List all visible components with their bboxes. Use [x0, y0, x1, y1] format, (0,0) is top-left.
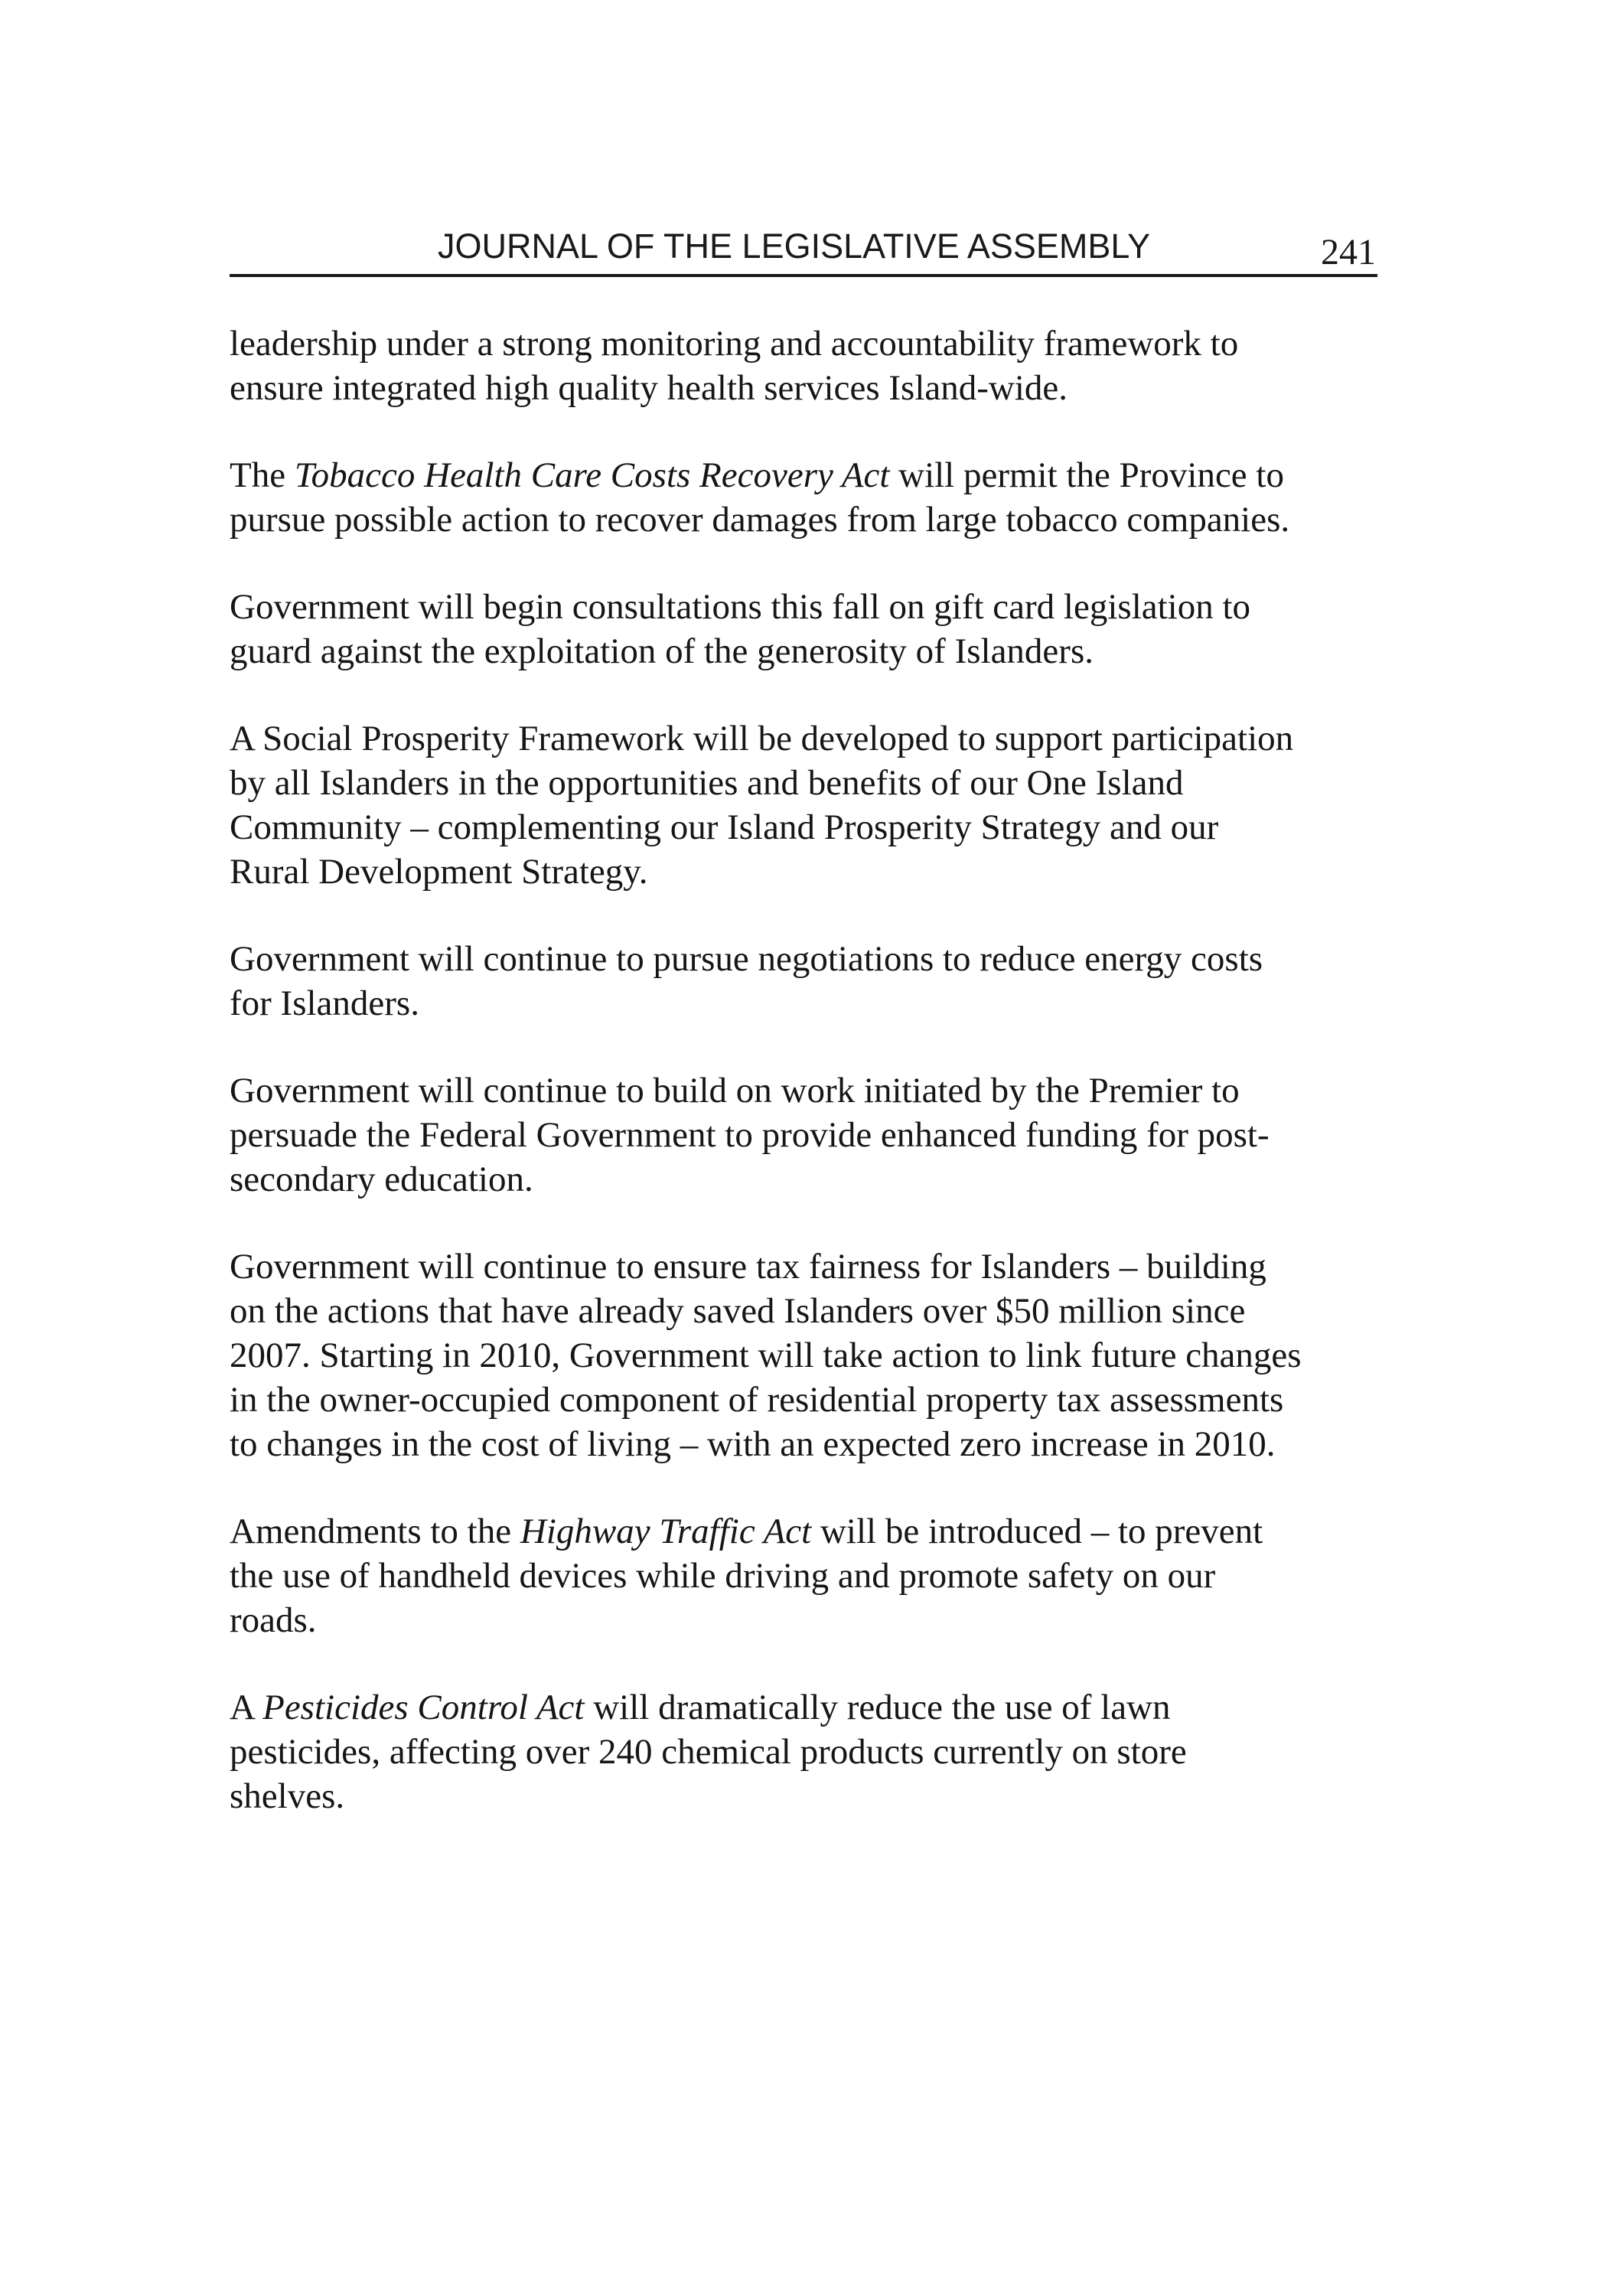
- text-line: [230, 1685, 1385, 1730]
- text-line: secondary education.: [230, 1159, 533, 1199]
- text-line: Community – complementing our Island Prosperity Strategy and our: [230, 807, 1219, 847]
- text-line: to changes in the cost of living – with an expected zero increase in 2010.: [230, 1424, 1276, 1464]
- text-run: Amendments to the: [230, 1512, 520, 1551]
- paragraph-highway-traffic: [230, 1509, 1385, 1642]
- text-line: A Social Prosperity Framework will be developed to support participation: [230, 719, 1294, 758]
- text-line: on the actions that have already saved Islanders over $50 million since: [230, 1291, 1246, 1331]
- paragraph-social-prosperity: [230, 716, 1385, 894]
- paragraph-post-secondary: [230, 1068, 1385, 1202]
- text-line: in the owner-occupied component of residential property tax assessments: [230, 1380, 1284, 1420]
- text-line: persuade the Federal Government to provide enhanced funding for post-: [230, 1115, 1270, 1155]
- act-title-pesticides: Pesticides Control Act: [262, 1688, 585, 1727]
- text-line: shelves.: [230, 1776, 345, 1816]
- text-line: Government will begin consultations this fall on gift card legislation to: [230, 587, 1251, 627]
- text-line: Rural Development Strategy.: [230, 852, 648, 892]
- journal-title: JOURNAL OF THE LEGISLATIVE ASSEMBLY: [438, 227, 1151, 266]
- paragraph-gift-card: [230, 585, 1385, 673]
- text-line: roads.: [230, 1600, 317, 1640]
- paragraph-pesticides: [230, 1685, 1385, 1818]
- text-line: leadership under a strong monitoring and accountability framework to: [230, 324, 1239, 364]
- text-line: for Islanders.: [230, 983, 419, 1023]
- act-title-highway-traffic: Highway Traffic Act: [520, 1512, 812, 1551]
- text-run: The: [230, 455, 295, 495]
- text-line: pesticides, affecting over 240 chemical products currently on store: [230, 1732, 1187, 1772]
- paragraph-health-leadership: [230, 321, 1385, 410]
- text-line: guard against the exploitation of the generosity of Islanders.: [230, 631, 1094, 671]
- text-line: [230, 453, 1385, 497]
- text-line: 2007. Starting in 2010, Government will take action to link future changes: [230, 1336, 1302, 1375]
- text-run: will dramatically reduce the use of lawn: [584, 1688, 1171, 1727]
- body-text: [230, 321, 1385, 1861]
- text-line: Government will continue to ensure tax fairness for Islanders – building: [230, 1247, 1266, 1287]
- text-run: will be introduced – to prevent: [811, 1512, 1263, 1551]
- act-title-tobacco: Tobacco Health Care Costs Recovery Act: [294, 455, 890, 495]
- page-number: 241: [1321, 232, 1376, 272]
- text-run: will permit the Province to: [889, 455, 1284, 495]
- text-line: pursue possible action to recover damages from large tobacco companies.: [230, 500, 1290, 540]
- running-header: [230, 227, 1377, 277]
- paragraph-tobacco-act: [230, 453, 1385, 542]
- text-line: [230, 1509, 1385, 1554]
- text-line: ensure integrated high quality health services Island-wide.: [230, 368, 1068, 408]
- paragraph-tax-fairness: [230, 1244, 1385, 1466]
- text-run: A: [230, 1688, 263, 1727]
- text-line: Government will continue to build on work initiated by the Premier to: [230, 1071, 1240, 1110]
- paragraph-energy-costs: [230, 937, 1385, 1026]
- text-line: by all Islanders in the opportunities and benefits of our One Island: [230, 763, 1184, 803]
- text-line: Government will continue to pursue negotiations to reduce energy costs: [230, 939, 1263, 979]
- text-line: the use of handheld devices while driving and promote safety on our: [230, 1556, 1216, 1596]
